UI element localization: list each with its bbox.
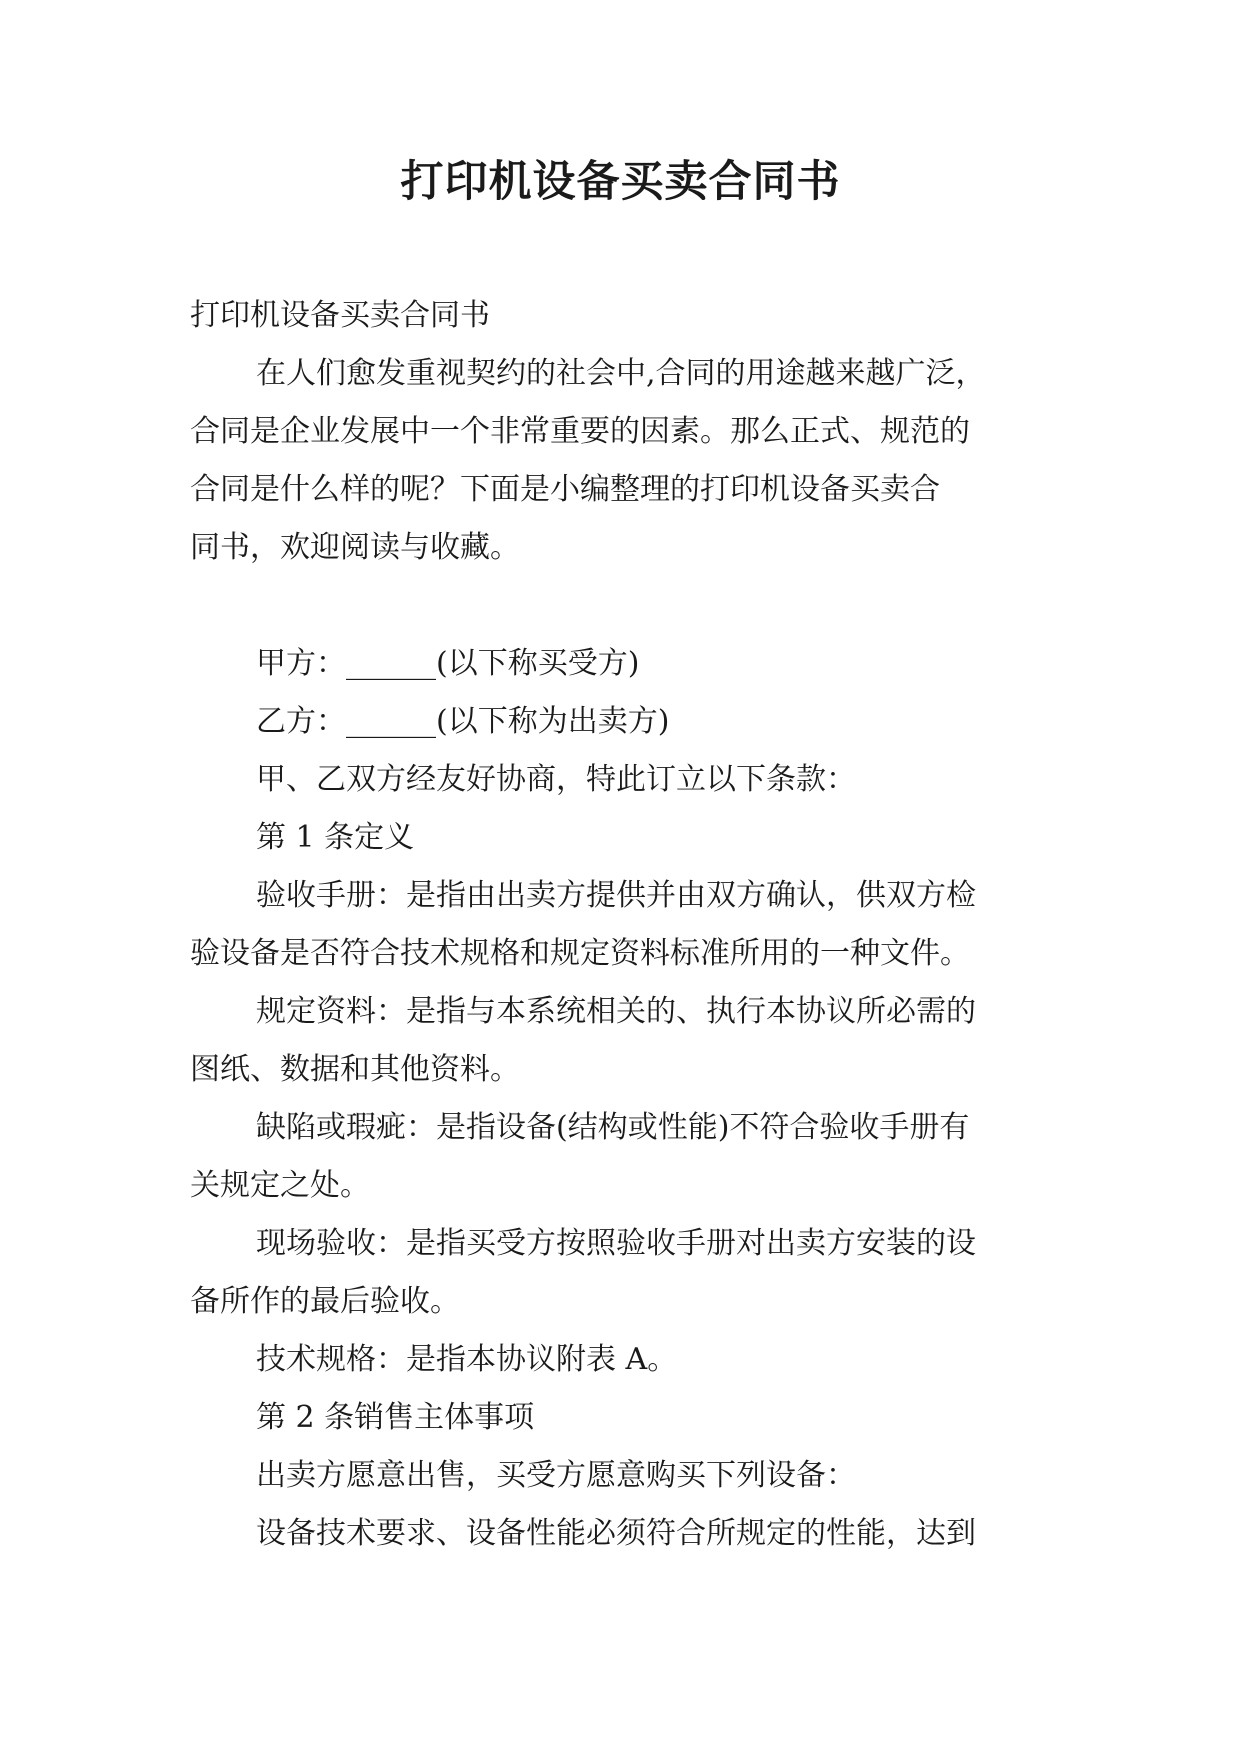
document-body [190, 287, 1070, 1563]
article-2-heading: 第 2 条销售主体事项 [256, 1400, 535, 1435]
definition-line: 关规定之处。 [190, 1168, 370, 1203]
article-1-heading: 第 1 条定义 [256, 820, 415, 855]
definition-line: 规定资料：是指与本系统相关的、执行本协议所必需的 [256, 994, 976, 1029]
intro-line: 合同是企业发展中一个非常重要的因素。那么正式、规范的 [190, 414, 970, 449]
party-b-line: 乙方：______(以下称为出卖方) [256, 704, 670, 739]
requirements-line: 设备技术要求、设备性能必须符合所规定的性能，达到 [256, 1516, 976, 1551]
definition-tech-spec: 技术规格：是指本协议附表 A。 [256, 1342, 678, 1377]
spacer [190, 577, 1070, 635]
definition-line: 备所作的最后验收。 [190, 1284, 460, 1319]
document-title: 打印机设备买卖合同书 [400, 157, 841, 207]
definition-line: 缺陷或瑕疵：是指设备(结构或性能)不符合验收手册有 [256, 1110, 970, 1145]
definition-specified-data [190, 983, 1070, 1099]
definition-line: 验收手册：是指由出卖方提供并由双方确认，供双方检 [256, 878, 976, 913]
definition-line: 图纸、数据和其他资料。 [190, 1052, 520, 1087]
subtitle: 打印机设备买卖合同书 [190, 298, 490, 333]
definition-line: 验设备是否符合技术规格和规定资料标准所用的一种文件。 [190, 936, 970, 971]
definition-acceptance-manual [190, 867, 1070, 983]
intro-paragraph [190, 345, 1070, 577]
agreement-line: 甲、乙双方经友好协商，特此订立以下条款： [256, 762, 856, 797]
intro-line: 同书，欢迎阅读与收藏。 [190, 530, 520, 565]
intro-line: 在人们愈发重视契约的社会中,合同的用途越来越广泛， [256, 356, 986, 391]
party-a-line: 甲方：______(以下称买受方) [256, 646, 640, 681]
definition-defects [190, 1099, 1070, 1215]
definition-line: 现场验收：是指买受方按照验收手册对出卖方安装的设 [256, 1226, 976, 1261]
intro-line: 合同是什么样的呢？下面是小编整理的打印机设备买卖合 [190, 472, 940, 507]
definition-site-acceptance [190, 1215, 1070, 1331]
sale-statement: 出卖方愿意出售，买受方愿意购买下列设备： [256, 1458, 856, 1493]
